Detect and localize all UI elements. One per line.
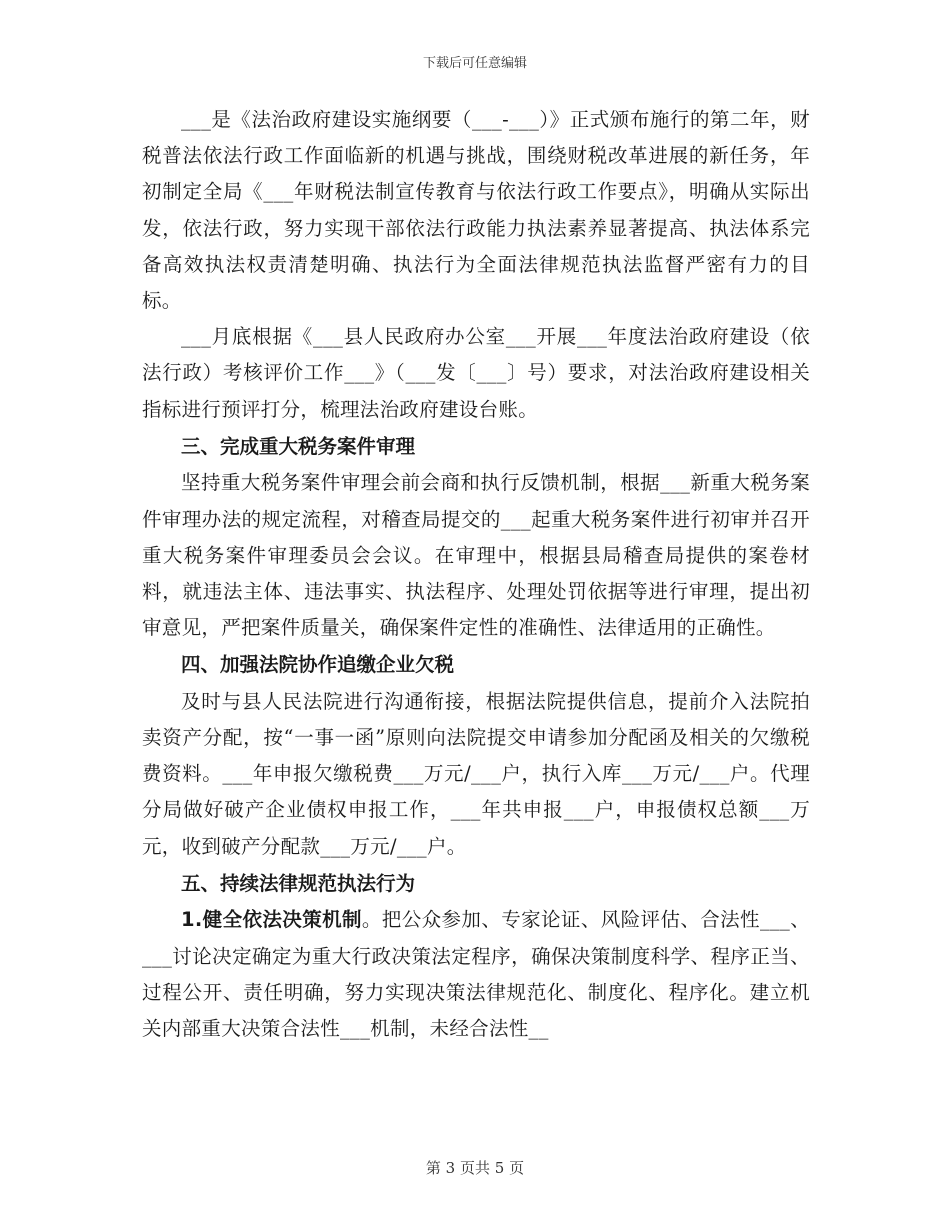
subsection-text: 。把公众参加、专家论证、风险评估、合法性___、___讨论决定确定为重大行政决策法定程序，确保决策制度科学、程序正当、过程公开、责任明确，努力实现决策法律规范化、制度化、程序化。建立机关内部重大决策合法性___机制，未经合法性__ — [142, 908, 811, 1040]
section-heading-4: 四、加强法院协作追缴企业欠税 — [181, 653, 455, 677]
section-heading-5: 五、持续法律规范执法行为 — [181, 871, 416, 895]
section-body-4: 及时与县人民法院进行沟通衔接，根据法院提供信息，提前介入法院拍卖资产分配，按“一事一函”原则向法院提交申请参加分配函及相关的欠缴税费资料。___年申报欠缴税费___万元/___户，执行入库___万元/___户。代理分局做好破产企业债权申报工作，___年共申报___户，申报债权总额___万元，收到破产分配款___万元/___户。 — [142, 689, 810, 858]
document-body — [142, 102, 810, 1047]
page-footer: 第 3 页共 5 页 — [425, 1159, 525, 1177]
paragraph-intro: ___是《法治政府建设实施纲要（___-___）》正式颁布施行的第二年，财税普法依法行政工作面临新的机遇与挑战，围绕财税改革进展的新任务，年初制定全局《___年财税法制宣传教育与依法行政工作要点》，明确从实际出发，依法行政，努力实现干部依法行政能力执法素养显著提高、执法体系完备高效执法权责清楚明确、执法行为全面法律规范执法监督严密有力的目标。 — [142, 108, 810, 313]
paragraph-assessment: ___月底根据《___县人民政府办公室___开展___年度法治政府建设（依法行政）考核评价工作___》（___发〔___〕号）要求，对法治政府建设相关指标进行预评打分，梳理法治政府建设台账。 — [142, 325, 810, 421]
section-heading-3: 三、完成重大税务案件审理 — [181, 434, 416, 458]
subsection-lead: 1.健全依法决策机制 — [181, 908, 362, 932]
page-header: 下载后可任意编辑 — [422, 56, 527, 71]
section-body-5 — [142, 902, 810, 1047]
section-body-3: 坚持重大税务案件审理会前会商和执行反馈机制，根据___新重大税务案件审理办法的规定流程，对稽查局提交的___起重大税务案件进行初审并召开重大税务案件审理委员会会议。在审理中，根据县局稽查局提供的案卷材料，就违法主体、违法事实、执法程序、处理处罚依据等进行审理，提出初审意见，严把案件质量关，确保案件定性的准确性、法律适用的正确性。 — [142, 471, 810, 640]
